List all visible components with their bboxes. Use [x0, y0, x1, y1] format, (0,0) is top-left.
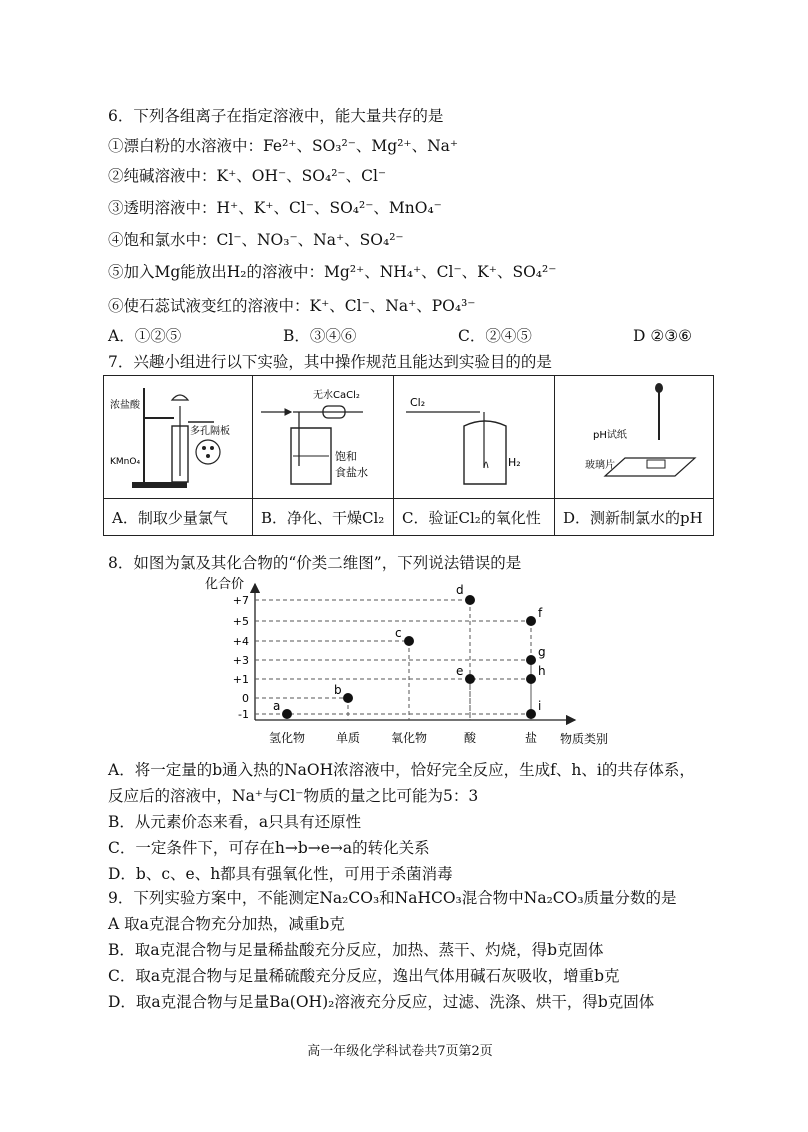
label-porous-plate: 多孔隔板 [190, 426, 230, 437]
x-category-label: 盐 [524, 731, 538, 745]
q7-option-d: D．测新制氯水的pH [555, 499, 714, 536]
point-i [526, 709, 536, 719]
q7-option-b: B．净化、干燥Cl₂ [253, 499, 394, 536]
label-saturated: 饱和 [335, 450, 357, 463]
point-label-g: g [538, 645, 546, 659]
q8-stem: 8．如图为氯及其化合物的“价类二维图”，下列说法错误的是 [108, 554, 522, 572]
q6-options [108, 326, 808, 346]
chart-xlabel: 物质类别 [560, 732, 609, 746]
label-ph-paper: pH试纸 [593, 430, 627, 441]
y-tick-label: -1 [238, 708, 249, 721]
label-anhydrous-cacl2: 无水CaCl₂ [313, 390, 360, 401]
y-tick-label: +4 [232, 635, 249, 648]
label-h2: H₂ [508, 456, 521, 469]
q7-option-c: C．验证Cl₂的氧化性 [394, 499, 555, 536]
q6-item-5: ⑤加入Mg能放出H₂的溶液中：Mg²⁺、NH₄⁺、Cl⁻、K⁺、SO₄²⁻ [108, 263, 557, 281]
q9-option-c: C．取a克混合物与足量稀硫酸充分反应，逸出气体用碱石灰吸收，增重b克 [108, 967, 620, 985]
point-h [526, 674, 536, 684]
x-category-label: 酸 [463, 731, 477, 745]
point-label-e: e [456, 664, 464, 678]
q7-apparatus-a [104, 376, 253, 499]
q9-option-a: A 取a克混合物充分加热，减重b克 [108, 915, 345, 933]
page-footer: 高一年级化学科试卷共7页第2页 [307, 1044, 493, 1059]
point-label-c: c [395, 626, 402, 640]
point-label-d: d [456, 583, 464, 597]
q6-stem: 6．下列各组离子在指定溶液中，能大量共存的是 [108, 107, 444, 125]
point-label-a: a [273, 699, 281, 713]
y-tick-label: +7 [232, 594, 249, 607]
q6-item-2: ②纯碱溶液中：K⁺、OH⁻、SO₄²⁻、Cl⁻ [108, 167, 387, 185]
point-e [465, 674, 475, 684]
point-b [343, 693, 353, 703]
point-label-i: i [538, 699, 542, 713]
q7-apparatus-c [394, 376, 555, 499]
q6-item-1: ①漂白粉的水溶液中：Fe²⁺、SO₃²⁻、Mg²⁺、Na⁺ [108, 137, 459, 155]
apparatus-a-drawing [104, 376, 252, 494]
label-brine: 食盐水 [335, 466, 368, 479]
q7-stem: 7．兴趣小组进行以下实验，其中操作规范且能达到实验目的的是 [108, 353, 552, 371]
point-d [465, 595, 475, 605]
point-f [526, 616, 536, 626]
point-label-f: f [538, 606, 543, 620]
q6-option-d: D ②③⑥ [633, 327, 693, 345]
q6-item-6: ⑥使石蕊试液变红的溶液中：K⁺、Cl⁻、Na⁺、PO₄³⁻ [108, 297, 476, 315]
label-glass-slide: 玻璃片 [585, 460, 615, 471]
q6-item-3: ③透明溶液中：H⁺、K⁺、Cl⁻、SO₄²⁻、MnO₄⁻ [108, 199, 442, 217]
apparatus-c-drawing [394, 376, 554, 494]
point-g [526, 655, 536, 665]
q8-option-b: B．从元素价态来看，a只具有还原性 [108, 813, 362, 831]
label-kmno4: KMnO₄ [110, 457, 141, 467]
q6-option-c: C．②④⑤ [458, 327, 532, 345]
y-tick-label: +3 [232, 654, 249, 667]
x-category-label: 单质 [335, 731, 361, 745]
apparatus-d-drawing [555, 376, 713, 494]
point-a [282, 709, 292, 719]
point-label-h: h [538, 664, 546, 678]
q8-option-a: A．将一定量的b通入热的NaOH浓溶液中，恰好完全反应，生成f、h、i的共存体系， [108, 761, 695, 779]
y-tick-label: 0 [242, 692, 249, 705]
q8-option-a-cont: 反应后的溶液中，Na⁺与Cl⁻物质的量之比可能为5：3 [108, 787, 479, 805]
apparatus-b-drawing [253, 376, 393, 494]
q9-option-b: B．取a克混合物与足量稀盐酸充分反应，加热、蒸干、灼烧，得b克固体 [108, 941, 604, 959]
q8-option-d: D．b、c、e、h都具有强氧化性，可用于杀菌消毒 [108, 865, 453, 883]
q9-option-d: D．取a克混合物与足量Ba(OH)₂溶液充分反应，过滤、洗涤、烘干，得b克固体 [108, 993, 655, 1011]
label-conc-hcl: 浓盐酸 [110, 400, 140, 411]
y-tick-label: +5 [232, 615, 249, 628]
q6-item-4: ④饱和氯水中：Cl⁻、NO₃⁻、Na⁺、SO₄²⁻ [108, 231, 404, 249]
q6-option-b: B．③④⑥ [283, 327, 357, 345]
q7-experiment-table [103, 375, 714, 536]
x-category-label: 氢化物 [268, 731, 306, 745]
x-category-label: 氧化物 [390, 731, 428, 745]
q6-option-a: A．①②⑤ [108, 327, 182, 345]
q7-option-a: A．制取少量氯气 [104, 499, 253, 536]
point-c [404, 636, 414, 646]
chart-ylabel: 化合价 [205, 577, 245, 592]
point-label-b: b [334, 683, 342, 697]
q9-stem: 9．下列实验方案中，不能测定Na₂CO₃和NaHCO₃混合物中Na₂CO₃质量分数的是 [108, 889, 677, 907]
q7-apparatus-b [253, 376, 394, 499]
valence-class-chart [205, 577, 635, 753]
label-cl2: Cl₂ [410, 396, 426, 409]
q8-option-c: C．一定条件下，可存在h→b→e→a的转化关系 [108, 839, 430, 857]
y-tick-label: +1 [232, 673, 249, 686]
q7-apparatus-d [555, 376, 714, 499]
